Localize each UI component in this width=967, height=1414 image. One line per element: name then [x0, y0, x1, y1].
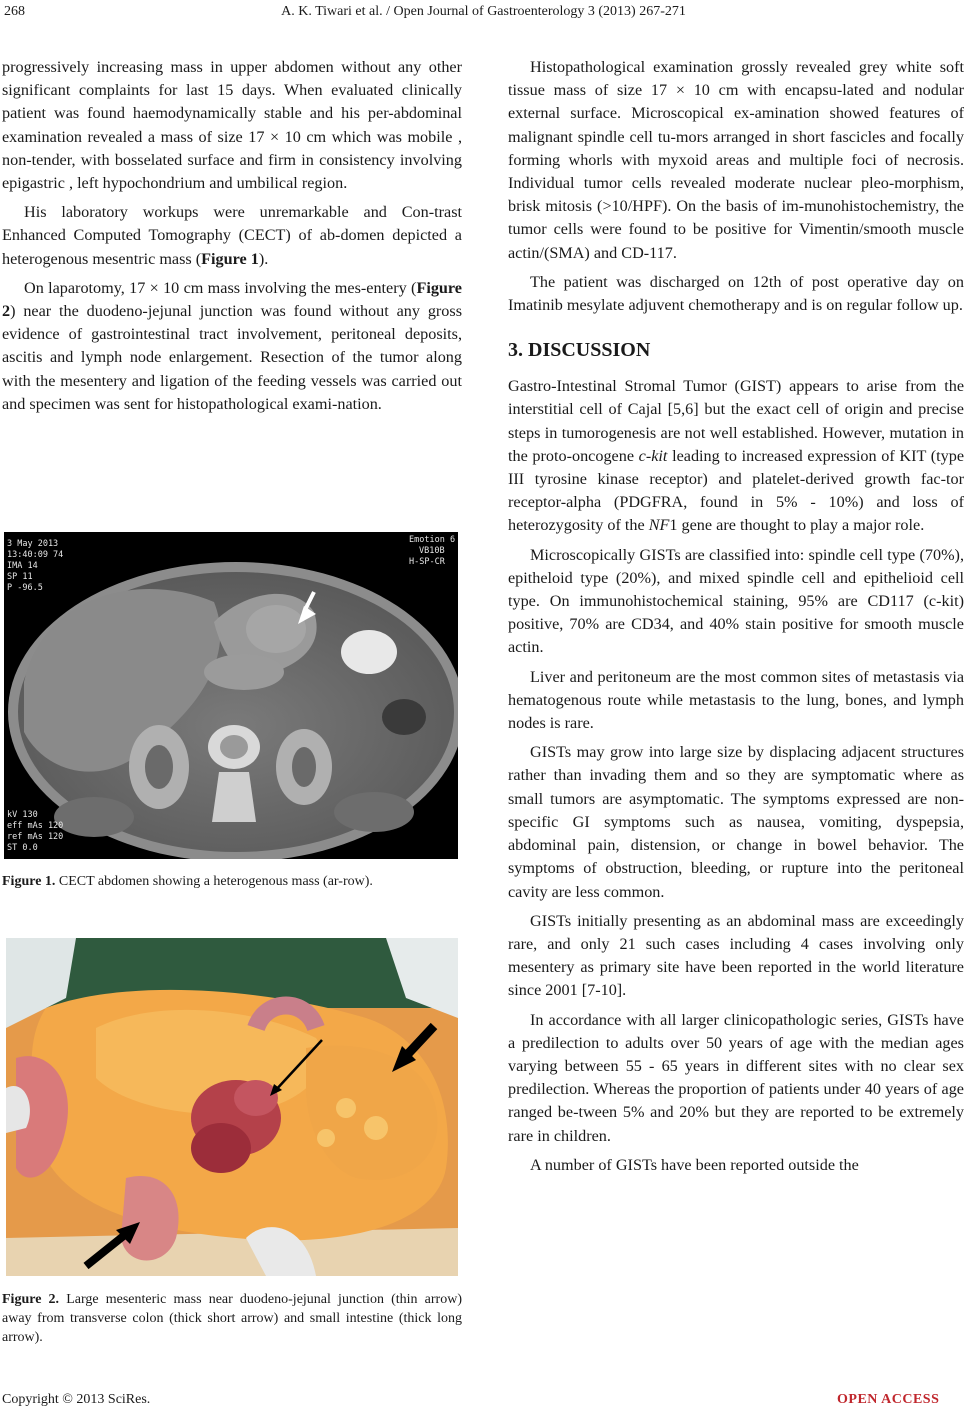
running-title: A. K. Tiwari et al. / Open Journal of Gastroenterology 3 (2013) 267-271 — [281, 4, 686, 19]
paragraph: In accordance with all larger clinicopathologic series, GISTs have a predilection to adults over 50 years of age with the median ages varying between 55 - 65 years in different sites with no clear sex predilection. Whereas the proportion of patients under 40 years of age ranged be-tween 5% and 20% but they are reported to be extremely rare in children. — [508, 1010, 964, 1145]
svg-text:SP 11: SP 11 — [7, 572, 33, 582]
svg-text:P -96.5: P -96.5 — [7, 583, 43, 593]
svg-text:13:40:09 74: 13:40:09 74 — [7, 550, 64, 560]
figure-ref[interactable]: Figure 1 — [201, 249, 259, 268]
paragraph: Histopathological examination grossly revealed grey white soft tissue mass of size 17 × 10 cm with encapsu-lated and nodular external surface. Microscopical ex-amination showed features of malignant spindle cell tu-mors arranged in short fascicles and focally forming whorls with myxoid areas and multiple foci of necrosis. Individual tumor cells revealed moderate nuclear pleo-morphism, brisk mitosis (>10/HPF). On the basis of im-munohistochemistry, the tumor cells were found to be positive for Vimentin/smooth muscle actin/(SMA) and CD-117. — [508, 58, 964, 262]
section-heading: 3. DISCUSSION — [508, 339, 651, 362]
page-number: 268 — [4, 4, 25, 19]
open-access-footer[interactable]: OPEN ACCESS — [837, 1392, 940, 1407]
svg-text:kV 130: kV 130 — [7, 810, 38, 820]
svg-text:ST 0.0: ST 0.0 — [7, 843, 38, 853]
copyright-footer: Copyright © 2013 SciRes. — [2, 1392, 151, 1407]
paragraph: GISTs may grow into large size by displacing adjacent structures rather than invading them and so they are symptomatic where as small tumors are asymptomatic. The symptoms expressed are non-specific GI symptoms such as nausea, vomiting, dyspepsia, abdominal pain, distension, or change in bowel behavior. The symptoms of obstruction, bleeding, or rupture into the peritoneal cavity are less common. — [508, 743, 964, 901]
svg-text:H-SP-CR: H-SP-CR — [409, 557, 445, 567]
figure-2-surgical-photo — [6, 938, 458, 1276]
figure-ref[interactable]: Figure 2 — [2, 278, 462, 321]
paragraph: A number of GISTs have been reported outside the — [530, 1155, 859, 1174]
paragraph: Liver and peritoneum are the most common sites of metastasis via hematogenous route while metastasis to the lung, bones, and lymph nodes is rare. — [508, 667, 964, 733]
figure-1-caption: Figure 1. CECT abdomen showing a heterogenous mass (ar-row). — [2, 874, 373, 889]
right-column — [508, 56, 964, 1177]
paragraph: Gastro-Intestinal Stromal Tumor (GIST) appears to arise from the interstitial cell of Cajal [5,6] but the exact cell of origin and precise steps in tumorogenesis are not well established. However, mutation in the proto-oncogene c-kit leading to increased expression of KIT (type III tyrosine kinase receptor) and platelet-derived growth fac-tor receptor-alpha (PDGFRA, found in 5% - 10%) and loss of heterozygosity of the NF1 gene are thought to play a major role. — [508, 377, 964, 535]
svg-text:3 May 2013: 3 May 2013 — [7, 539, 59, 549]
figure-1-ct-image — [4, 532, 458, 859]
paragraph: On laparotomy, 17 × 10 cm mass involving the mes-entery (Figure 2) near the duodeno-jejunal junction was found without any gross evidence of gastrointestinal tract involvement, peritoneal deposits, ascitis and lymph node enlargement. Resection of the tumor along with the mesentery and ligation of the feeding vessels was carried out and specimen was sent for histopathological exami-nation. — [2, 278, 462, 413]
ct-overlay-right — [409, 535, 455, 567]
figure-2-caption: Figure 2. Large mesenteric mass near duodeno-jejunal junction (thin arrow) away from transverse colon (thick short arrow) and small intestine (thick long arrow). — [2, 1292, 462, 1345]
ct-overlay-left — [7, 539, 63, 593]
svg-text:ref mAs 120: ref mAs 120 — [7, 832, 64, 842]
left-column — [2, 56, 462, 416]
paragraph: Microscopically GISTs are classified into: spindle cell type (70%), epitheloid type (20%), and mixed spindle cell and epithelioid cell type. On immunohistochemical staining, 95% are CD117 (c-kit) positive, 70% are CD34, and 40% stain positive for smooth muscle actin. — [508, 545, 964, 657]
paragraph: The patient was discharged on 12th of post operative day on Imatinib mesylate adjuvent chemotherapy and is on regular follow up. — [508, 272, 964, 315]
svg-text:VB10B: VB10B — [419, 546, 445, 556]
svg-text:Emotion 6: Emotion 6 — [409, 535, 456, 545]
paragraph: His laboratory workups were unremarkable and Con-trast Enhanced Computed Tomography (CECT) of ab-domen depicted a heterogenous mesentric mass (Figure 1). — [2, 203, 462, 268]
paragraph: GISTs initially presenting as an abdominal mass are exceedingly rare, and only 21 such cases including 4 cases involving only mesentery as primary site have been reported in the world literature since 2001 [7-10]. — [508, 911, 964, 1000]
svg-text:IMA 14: IMA 14 — [7, 561, 38, 571]
svg-text:eff mAs 120: eff mAs 120 — [7, 821, 64, 831]
paragraph: progressively increasing mass in upper abdomen without any other significant complaints for last 15 days. When evaluated clinically patient was found haemodynamically stable and his per-abdominal examination revealed a mass of size 17 × 10 cm which was mobile , non-tender, with bosselated surface and firm in consistency involving epigastric , left hypochondrium and umbilical region. — [2, 58, 462, 193]
